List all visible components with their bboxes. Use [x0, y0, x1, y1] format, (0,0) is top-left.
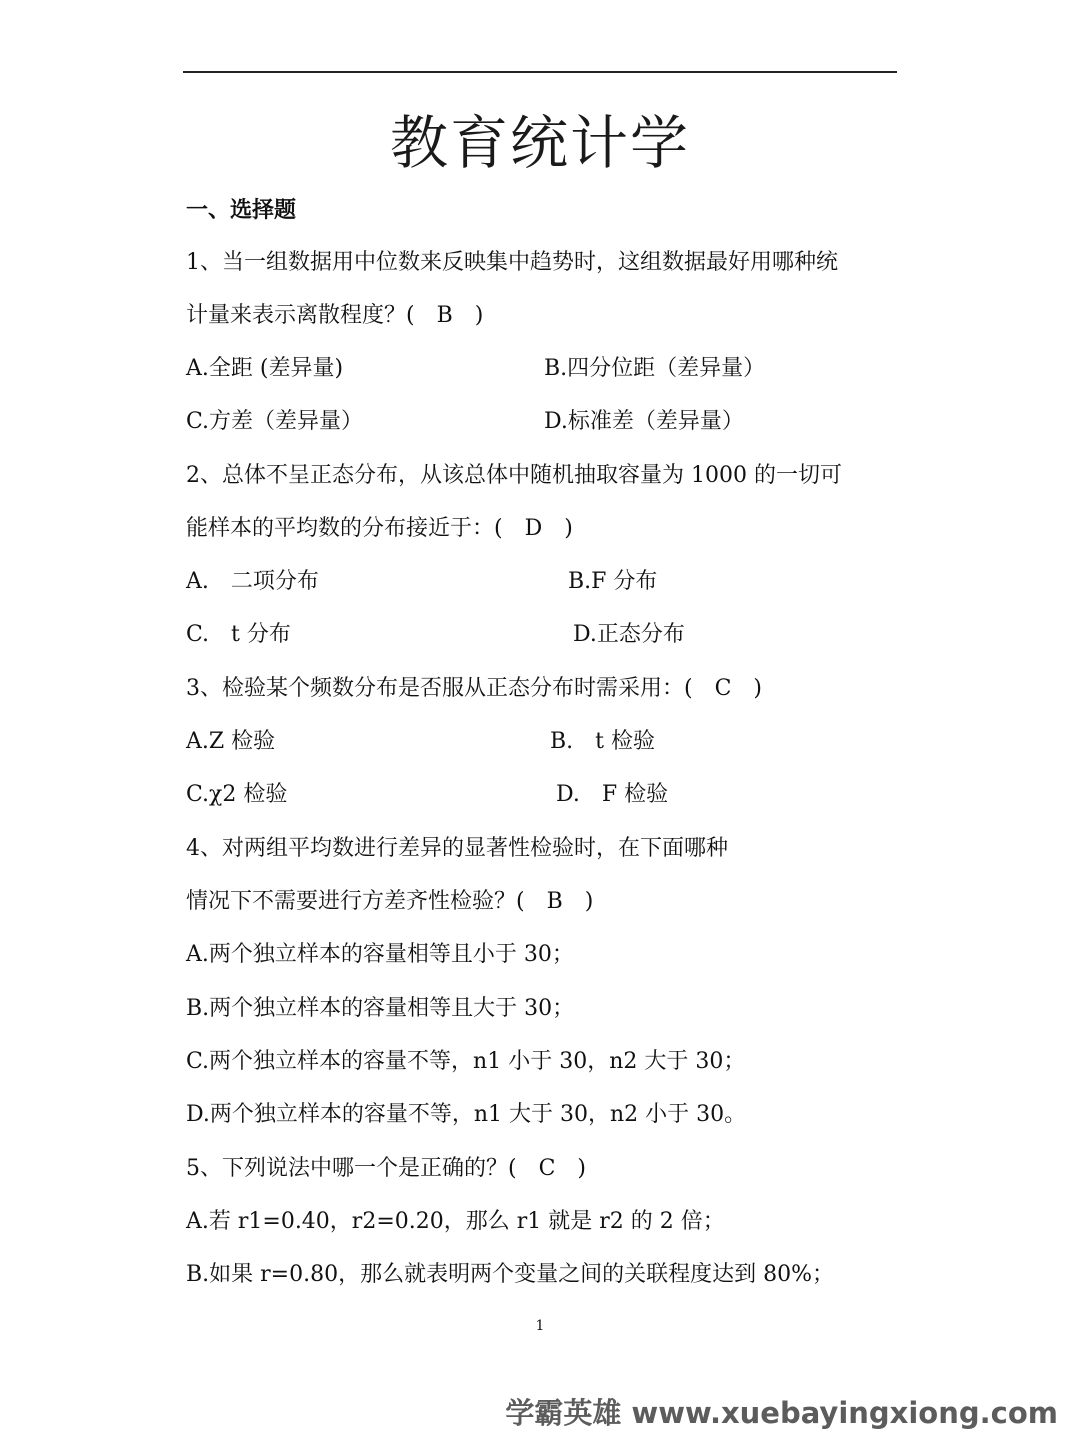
q5-stem-line1: 5、下列说法中哪一个是正确的？( C )	[186, 1156, 586, 1181]
q5-option-b: B.如果 r=0.80，那么就表明两个变量之间的关联程度达到 80%；	[186, 1262, 834, 1287]
q4-option-b: B.两个独立样本的容量相等且大于 30；	[186, 996, 575, 1021]
q3-stem-line1: 3、检验某个频数分布是否服从正态分布时需采用：( C )	[186, 676, 762, 701]
q1-option-b: B.四分位距（差异量）	[544, 356, 766, 381]
watermark: 学霸英雄 www.xuebayingxiong.com	[505, 1396, 1058, 1430]
header-rule	[183, 71, 897, 73]
q2-option-c: C. t 分布	[186, 622, 291, 647]
q3-option-d: D. F 检验	[556, 782, 669, 807]
q4-stem-line2: 情况下不需要进行方差齐性检验？( B )	[186, 889, 594, 914]
q2-option-b: B.F 分布	[568, 569, 658, 594]
q1-stem-line2: 计量来表示离散程度？( B )	[186, 303, 484, 328]
page-number: 1	[535, 1318, 545, 1334]
q4-stem-line1: 4、对两组平均数进行差异的显著性检验时，在下面哪种	[186, 836, 728, 861]
section-heading: 一、选择题	[186, 198, 297, 223]
q1-option-c: C.方差（差异量）	[186, 409, 364, 434]
q4-option-c: C.两个独立样本的容量不等，n1 小于 30，n2 大于 30；	[186, 1049, 746, 1074]
q2-option-a: A. 二项分布	[186, 569, 319, 594]
q1-stem-line1: 1、当一组数据用中位数来反映集中趋势时，这组数据最好用哪种统	[186, 250, 838, 275]
q2-stem-line2: 能样本的平均数的分布接近于：( D )	[186, 516, 573, 541]
q4-option-a: A.两个独立样本的容量相等且小于 30；	[186, 942, 574, 967]
q1-option-d: D.标准差（差异量）	[544, 409, 744, 434]
q2-stem-line1: 2、总体不呈正态分布，从该总体中随机抽取容量为 1000 的一切可	[186, 463, 842, 488]
q3-option-a: A.Z 检验	[186, 729, 276, 754]
document-title: 教育统计学	[389, 109, 690, 177]
q2-option-d: D.正态分布	[573, 622, 685, 647]
q3-option-c: C.χ2 检验	[186, 782, 288, 807]
q3-option-b: B. t 检验	[550, 729, 655, 754]
q4-option-d: D.两个独立样本的容量不等，n1 大于 30，n2 小于 30。	[186, 1102, 747, 1127]
q5-option-a: A.若 r1=0.40，r2=0.20，那么 r1 就是 r2 的 2 倍；	[186, 1209, 725, 1234]
q1-option-a: A.全距 (差异量)	[186, 356, 344, 381]
